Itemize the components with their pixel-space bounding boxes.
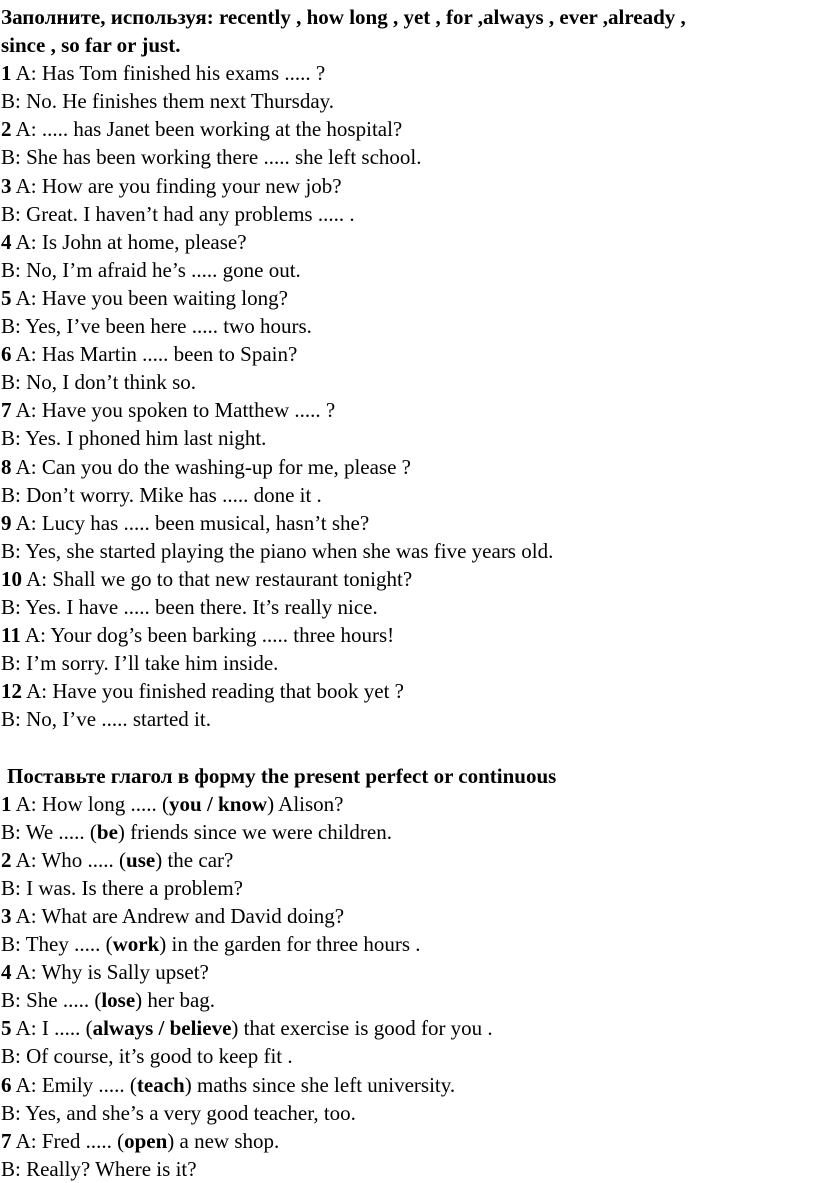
item-number: 1 [1, 791, 12, 816]
answer-line: B: No, I’m afraid he’s ..... gone out. [1, 257, 301, 282]
question-line [1, 1127, 816, 1155]
question-line [1, 1014, 816, 1042]
answer-line: B: Don’t worry. Mike has ..... done it . [1, 482, 322, 507]
answer-line: B: She has been working there ..... she left school. [1, 145, 422, 170]
exercise-1-item [1, 453, 816, 509]
question-line [1, 228, 816, 256]
line-b-end: ) in the garden for three hours . [159, 932, 421, 957]
verb-prompt: teach [136, 1072, 185, 1097]
exercise-1-item [1, 228, 816, 284]
exercise-2-item [1, 1071, 816, 1127]
answer-line [1, 930, 816, 958]
line-a-start: A: How long ..... ( [15, 791, 170, 816]
question-line [1, 453, 816, 481]
line-a-start: A: Emily ..... ( [15, 1072, 137, 1097]
item-number: 5 [1, 285, 12, 310]
exercise-1-item [1, 621, 816, 677]
verb-prompt: work [112, 932, 160, 957]
question-line [1, 1071, 816, 1099]
line-a: A: Have you spoken to Matthew ..... ? [15, 398, 336, 423]
question-line [1, 958, 816, 986]
question-line [1, 172, 816, 200]
line-a: A: Lucy has ..... been musical, hasn’t she? [15, 510, 370, 535]
line-b-start: B: Yes, and she’s a very good teacher, too. [1, 1100, 356, 1125]
line-a: A: Shall we go to that new restaurant tonight? [26, 566, 413, 591]
section-spacer [1, 733, 816, 761]
line-a-end: ) maths since she left university. [184, 1072, 456, 1097]
question-line [1, 790, 816, 818]
exercise-1-item [1, 59, 816, 115]
exercise-2-item [1, 958, 816, 1014]
exercise-1-title-line-2: since , so far or just. [1, 33, 181, 58]
answer-line [1, 986, 816, 1014]
exercise-1 [1, 3, 816, 733]
question-line [1, 565, 816, 593]
exercise-1-item [1, 115, 816, 171]
line-b-end: ) friends since we were children. [117, 819, 392, 844]
answer-line: B: Yes. I have ..... been there. It’s really nice. [1, 594, 378, 619]
line-a-end: ) the car? [155, 847, 234, 872]
line-b-start: B: We ..... ( [1, 819, 97, 844]
line-a-end: ) that exercise is good for you . [231, 1016, 493, 1041]
line-a: A: Is John at home, please? [15, 229, 247, 254]
line-a-start: A: Fred ..... ( [15, 1128, 125, 1153]
line-a: A: How are you finding your new job? [15, 173, 342, 198]
exercise-2-item [1, 902, 816, 958]
question-line [1, 677, 816, 705]
item-number: 2 [1, 847, 12, 872]
verb-prompt: always / believe [92, 1016, 232, 1041]
question-line [1, 340, 816, 368]
exercise-1-item [1, 172, 816, 228]
question-line [1, 115, 816, 143]
item-number: 10 [1, 566, 22, 591]
answer-line [1, 818, 816, 846]
question-line [1, 509, 816, 537]
line-a-end: ) Alison? [267, 791, 344, 816]
answer-line: B: Yes, I’ve been here ..... two hours. [1, 314, 312, 339]
exercise-1-item [1, 284, 816, 340]
answer-line: B: No, I’ve ..... started it. [1, 707, 211, 732]
item-number: 5 [1, 1016, 12, 1041]
item-number: 6 [1, 1072, 12, 1097]
item-number: 7 [1, 398, 12, 423]
exercise-1-item [1, 396, 816, 452]
question-line [1, 396, 816, 424]
exercise-1-item [1, 509, 816, 565]
exercise-1-title-line-1: Заполните, используя: recently , how long , yet , for ,always , ever ,already , [1, 5, 686, 29]
exercise-2 [1, 762, 816, 1183]
line-a: A: Have you finished reading that book yet ? [26, 679, 404, 704]
item-number: 3 [1, 173, 12, 198]
exercise-2-item [1, 1127, 816, 1183]
answer-line: B: Great. I haven’t had any problems ..... . [1, 201, 355, 226]
line-a: A: Can you do the washing-up for me, please ? [15, 454, 411, 479]
line-a-end: ) a new shop. [167, 1128, 280, 1153]
item-number: 6 [1, 342, 12, 367]
exercise-2-item [1, 790, 816, 846]
exercise-1-item [1, 565, 816, 621]
line-a-start: A: Why is Sally upset? [15, 960, 209, 985]
answer-line [1, 1099, 816, 1127]
answer-line: B: No. He finishes them next Thursday. [1, 89, 335, 114]
answer-line: B: No, I don’t think so. [1, 370, 197, 395]
line-a: A: Your dog’s been barking ..... three hours! [24, 623, 395, 648]
item-number: 7 [1, 1128, 12, 1153]
line-b-end: ) her bag. [135, 988, 216, 1013]
exercise-1-item [1, 677, 816, 733]
exercise-2-title: Поставьте глагол в форму the present perfect or continuous [7, 763, 557, 788]
item-number: 4 [1, 229, 12, 254]
line-b-start: B: She ..... ( [1, 988, 102, 1013]
item-number: 2 [1, 117, 12, 142]
line-a: A: Have you been waiting long? [15, 285, 288, 310]
item-number: 11 [1, 623, 21, 648]
line-b-start: B: Of course, it’s good to keep fit . [1, 1044, 293, 1069]
line-b-start: B: Really? Where is it? [1, 1156, 197, 1181]
answer-line: B: I’m sorry. I’ll take him inside. [1, 651, 279, 676]
question-line [1, 621, 816, 649]
item-number: 9 [1, 510, 12, 535]
verb-prompt: use [126, 847, 156, 872]
item-number: 3 [1, 904, 12, 928]
line-b-start: B: They ..... ( [1, 932, 113, 957]
item-number: 1 [1, 61, 12, 86]
answer-line: B: Yes. I phoned him last night. [1, 426, 267, 451]
item-number: 4 [1, 960, 12, 985]
question-line [1, 284, 816, 312]
line-a: A: Has Tom finished his exams ..... ? [15, 61, 326, 86]
exercise-2-item [1, 846, 816, 902]
question-line [1, 846, 816, 874]
line-a: A: ..... has Janet been working at the hospital? [15, 117, 403, 142]
answer-line [1, 1155, 816, 1183]
line-a-start: A: Who ..... ( [15, 847, 127, 872]
exercise-2-item [1, 1014, 816, 1070]
answer-line [1, 1042, 816, 1070]
exercise-1-item [1, 340, 816, 396]
line-b-start: B: I was. Is there a problem? [1, 875, 244, 900]
verb-prompt: be [96, 819, 118, 844]
line-a: A: Has Martin ..... been to Spain? [15, 342, 298, 367]
item-number: 8 [1, 454, 12, 479]
verb-prompt: lose [101, 988, 136, 1013]
answer-line: B: Yes, she started playing the piano when she was five years old. [1, 538, 554, 563]
verb-prompt: you / know [169, 791, 268, 816]
question-line [1, 59, 816, 87]
answer-line [1, 874, 816, 902]
line-a-start: A: I ..... ( [15, 1016, 93, 1041]
question-line [1, 902, 816, 930]
verb-prompt: open [124, 1128, 168, 1153]
item-number: 12 [1, 679, 22, 704]
line-a-start: A: What are Andrew and David doing? [15, 904, 345, 928]
